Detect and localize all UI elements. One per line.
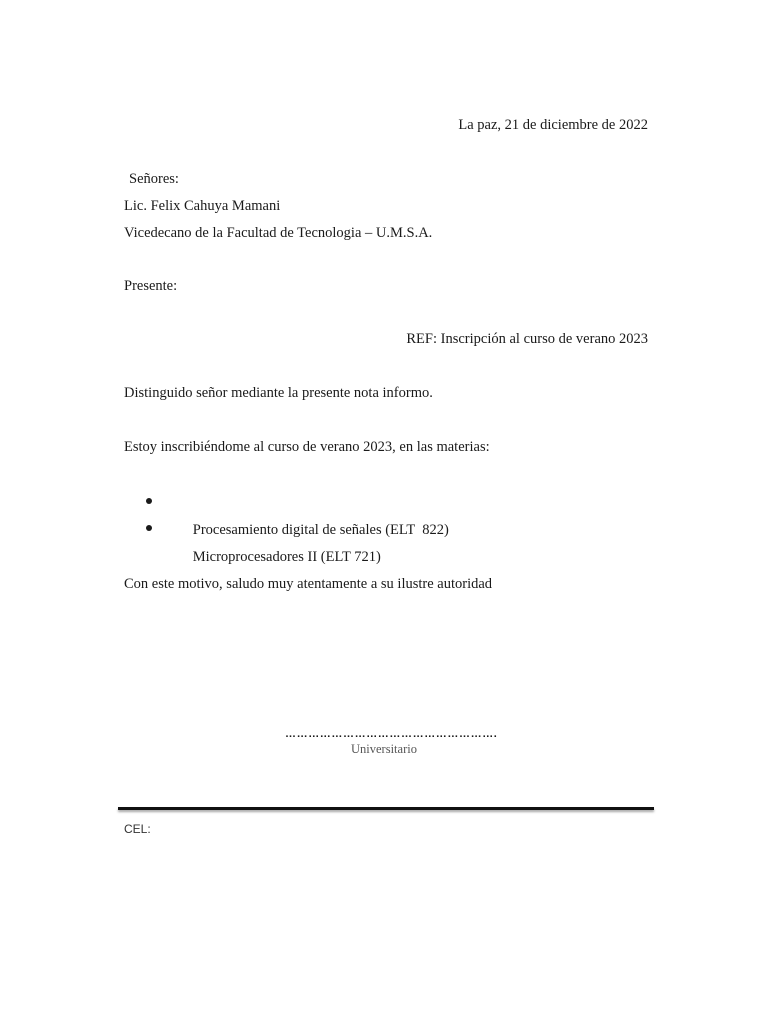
cel-label: CEL: — [124, 822, 151, 836]
signature-line: ………………………………………………. — [285, 728, 498, 740]
bullet-icon — [146, 498, 152, 504]
subject-label: Microprocesadores II (ELT 721) — [192, 549, 381, 565]
body-paragraph: Estoy inscribiéndome al curso de verano 2023, en las materias: — [124, 439, 490, 455]
footer-divider — [118, 807, 654, 810]
subjects-list — [146, 494, 449, 565]
list-item — [146, 494, 449, 538]
presente-label: Presente: — [124, 278, 178, 294]
salutation: Señores: — [129, 171, 179, 187]
recipient-role: Vicedecano de la Facultad de Tecnologia – U.M.S.A. — [124, 225, 433, 241]
closing-paragraph: Con este motivo, saludo muy atentamente a su ilustre autoridad — [124, 576, 493, 592]
bullet-icon — [146, 525, 152, 531]
recipient-name: Lic. Felix Cahuya Mamani — [124, 198, 281, 214]
subject-label: Procesamiento digital de señales (ELT 822) — [192, 522, 449, 538]
letter-date: La paz, 21 de diciembre de 2022 — [458, 117, 648, 133]
greeting-paragraph: Distinguido señor mediante la presente nota informo. — [124, 385, 433, 401]
list-item — [146, 521, 449, 565]
reference-line: REF: Inscripción al curso de verano 2023 — [406, 331, 648, 347]
signature-label: Universitario — [351, 742, 417, 756]
